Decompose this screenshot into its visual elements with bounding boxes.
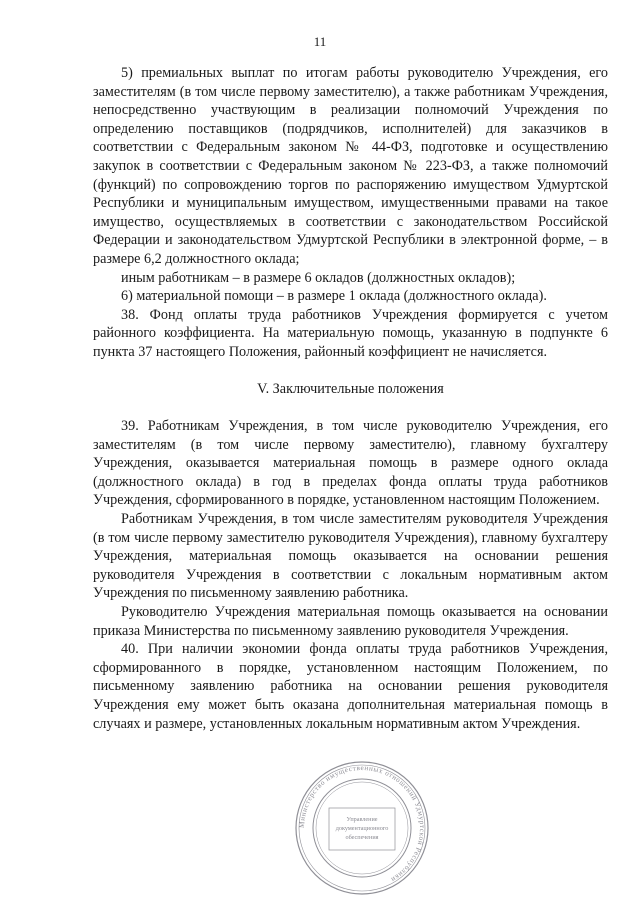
paragraph-39-workers: Работникам Учреждения, в том числе заместителям руководителя Учреждения (в том числе первому заместителю руководителя Учреждения), главному бухгалтеру Учреждения, материальная помощь оказывается на основании решения руководителя Учреждения в соответствии с локальным нормативным актом Учреждения по письменному заявлению работника. [93, 511, 608, 602]
page-number: 11 [313, 34, 327, 49]
paragraph-item-5: 5) премиальных выплат по итогам работы руководителю Учреждения, его заместителям (в том числе первому заместителю), а также работникам Учреждения, непосредственно участвующим в реализации полномочий Учреждения по определению поставщиков (подрядчиков, исполнителей) для заказчиков в соответствии с Федеральным законом № 44-ФЗ, подготовке и осуществлению закупок в соответствии с Федеральным законом № 223-ФЗ, а также полномочий (функций) по сопровождению торгов по распоряжению имуществом Удмуртской Республики и муниципальным имуществом, имущественными правами на такое имущество, осуществляемых в соответствии с законодательством Российской Федерации и законодательством Удмуртской Республики в электронной форме, – в размере 6,2 должностного оклада; [93, 65, 608, 267]
seal-center-line-2: документационного [335, 825, 389, 832]
paragraph-40: 40. При наличии экономии фонда оплаты труда работников Учреждения, сформированного в порядке, установленном настоящим Положением, по письменному заявлению работника на основании решения руководителя Учреждения ему может быть оказана дополнительная материальная помощь в случаях и размере, установленных локальным нормативным актом Учреждения. [93, 641, 608, 732]
seal-center-line-3: обеспечения [345, 834, 379, 841]
official-seal [287, 758, 437, 898]
paragraph-38: 38. Фонд оплаты труда работников Учреждения формируется с учетом районного коэффициента. На материальную помощь, указанную в подпункте 6 пункта 37 настоящего Положения, районный коэффициент не начисляется. [93, 306, 608, 360]
body-text [93, 64, 608, 733]
paragraph-39: 39. Работникам Учреждения, в том числе руководителю Учреждения, его заместителям (в том числе первому заместителю), главному бухгалтеру Учреждения, оказывается материальная помощь в размере одного оклада (должностного оклада) в год в пределах фонда оплаты труда работников Учреждения, сформированного в порядке, установленном настоящим Положением. [93, 418, 608, 509]
paragraph-39-director: Руководителю Учреждения материальная помощь оказывается на основании приказа Министерства по письменному заявлению руководителя Учреждения. [93, 604, 608, 639]
seal-center-line-1: Управление [346, 816, 378, 823]
paragraph-item-6: 6) материальной помощи – в размере 1 оклада (должностного оклада). [121, 288, 547, 305]
section-heading: V. Заключительные положения [257, 380, 444, 397]
seal-ring-text: Министерство имущественных отношений Удмуртской Республики [297, 763, 427, 884]
paragraph-other-workers: иным работникам – в размере 6 окладов (должностных окладов); [121, 269, 516, 286]
